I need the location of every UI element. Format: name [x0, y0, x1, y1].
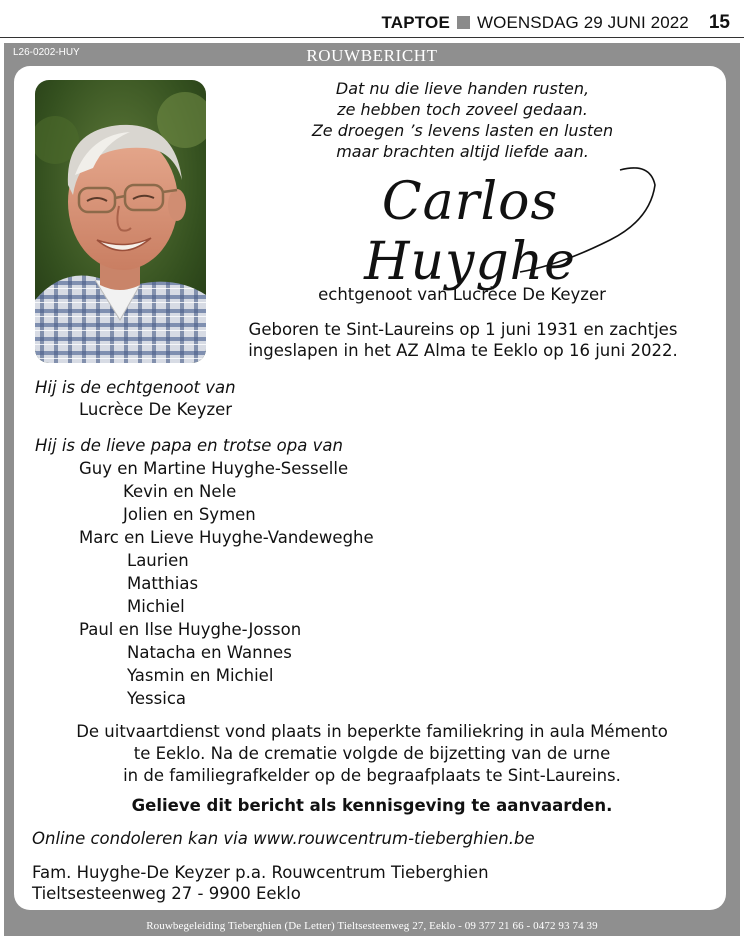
poem-line: Dat nu die lieve handen rusten,: [335, 79, 590, 98]
service-line: De uitvaartdienst vond plaats in beperkte familiekring in aula Mémento: [76, 722, 668, 741]
page-number: 15: [708, 12, 730, 33]
service-line: in de familiegrafkelder op de begraafplaats te Sint-Laureins.: [123, 766, 621, 785]
family-line: Kevin en Nele: [123, 482, 237, 501]
family-line: Matthias: [127, 574, 199, 593]
family-address-line: Fam. Huyghe-De Keyzer p.a. Rouwcentrum Tieberghien: [32, 863, 489, 882]
poem: [300, 78, 625, 162]
masthead-header: [381, 12, 730, 34]
newspaper-name: TAPTOE: [381, 13, 451, 32]
spouse-name: Lucrèce De Keyzer: [79, 400, 233, 419]
poem-line: Ze droegen ’s levens lasten en lusten: [311, 121, 614, 140]
square-separator-icon: [457, 16, 470, 29]
family-line: Yasmin en Michiel: [127, 666, 274, 685]
family-line: Marc en Lieve Huyghe-Vandeweghe: [79, 528, 374, 547]
deceased-name: Carlos Huyghe: [364, 172, 576, 292]
birth-death-line: Geboren te Sint-Laureins op 1 juni 1931 en zachtjes: [248, 320, 678, 339]
poem-line: ze hebben toch zoveel gedaan.: [337, 100, 588, 119]
notice-text: Gelieve dit bericht als kennisgeving te aanvaarden.: [131, 796, 613, 815]
newspaper-masthead: [0, 0, 744, 40]
family-line: Natacha en Wannes: [127, 643, 292, 662]
family-line: Guy en Martine Huyghe-Sesselle: [79, 459, 349, 478]
family-line: Jolien en Symen: [123, 505, 256, 524]
calligraphy-swash: [500, 160, 670, 280]
service-info: [20, 721, 724, 787]
family-line: Michiel: [127, 597, 185, 616]
family-line: Yessica: [127, 689, 186, 708]
portrait-photo: [35, 80, 206, 363]
poem-line: maar brachten altijd liefde aan.: [336, 142, 589, 161]
ad-code: L26-0202-HUY: [13, 47, 80, 58]
portrait-illustration: [35, 80, 206, 363]
birth-death-line: ingeslapen in het AZ Alma te Eeklo op 16 juni 2022.: [248, 341, 678, 360]
ad-label: ROUWBERICHT: [306, 46, 438, 65]
family-address-line: Tieltsesteenweg 27 - 9900 Eeklo: [32, 884, 301, 903]
family-line: Laurien: [127, 551, 189, 570]
publication-date: WOENSDAG 29 JUNI 2022: [477, 13, 689, 32]
service-line: te Eeklo. Na de crematie volgde de bijzetting van de urne: [133, 744, 611, 763]
masthead-rule: [0, 37, 744, 38]
family-line: Paul en Ilse Huyghe-Josson: [79, 620, 302, 639]
family-heading: Hij is de lieve papa en trotse opa van: [35, 436, 343, 455]
birth-death-info: [228, 319, 698, 361]
spouse-heading: Hij is de echtgenoot van: [35, 378, 236, 397]
spouse-subtitle: echtgenoot van Lucrèce De Keyzer: [318, 285, 606, 304]
online-condolences: Online condoleren kan via www.rouwcentrum-tieberghien.be: [32, 829, 535, 848]
funeral-home-footer: Rouwbegeleiding Tieberghien (De Letter) Tieltsesteenweg 27, Eeklo - 09 377 21 66 - 0472 93 74 39: [146, 920, 598, 932]
